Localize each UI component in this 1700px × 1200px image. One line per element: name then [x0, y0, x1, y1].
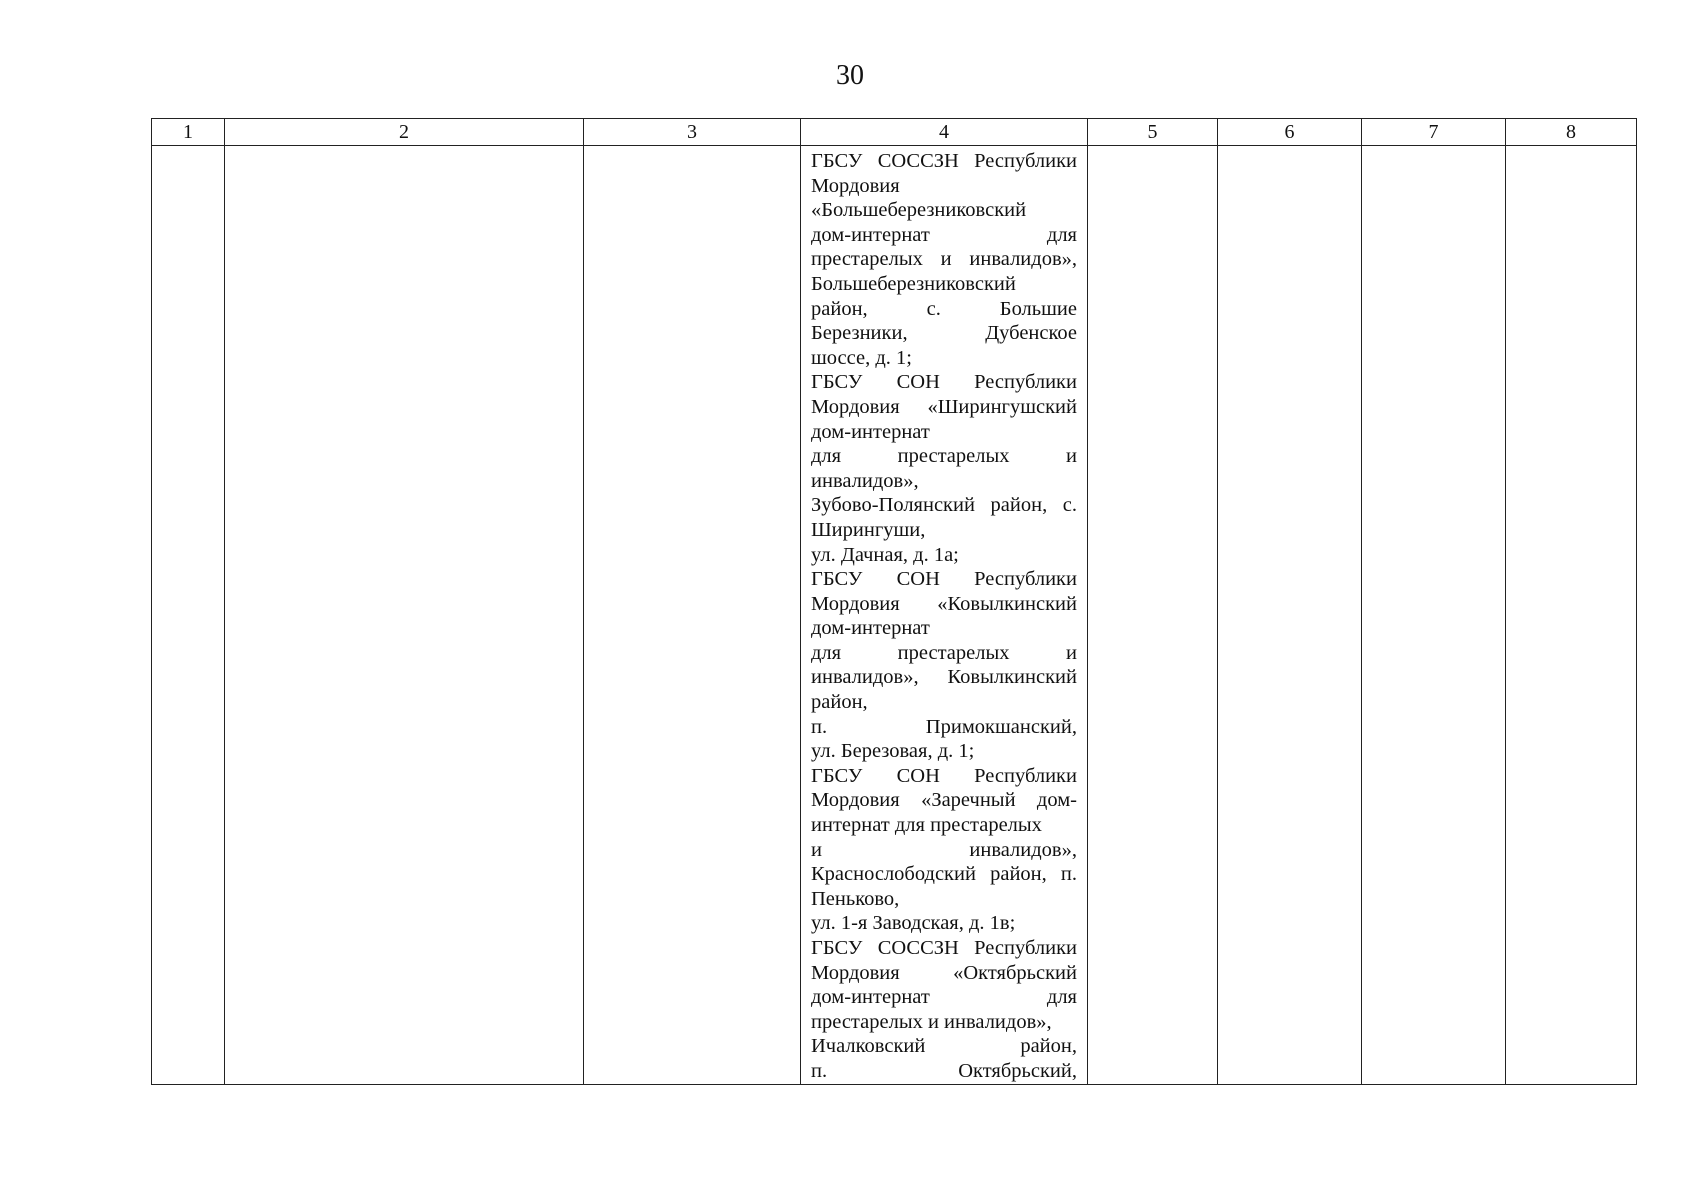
text-line: ГБСУ СОН Республики [811, 568, 1077, 591]
text-line: дом-интернат [811, 420, 930, 443]
text-line: ул. Дачная, д. 1а; [811, 543, 959, 566]
text-line: Ичалковский район, [811, 1035, 1077, 1058]
text-line: Ширингуши, [811, 518, 926, 541]
text-line: п. Октябрьский, [811, 1059, 1077, 1082]
text-line: ул. Березовая, д. 1; [811, 740, 975, 763]
page-number: 30 [836, 60, 864, 91]
text-line: инвалидов», Ковылкинский [811, 666, 1077, 689]
column-header-3: 3 [584, 119, 801, 146]
text-line: ГБСУ СОН Республики [811, 764, 1077, 787]
column-header-7: 7 [1362, 119, 1506, 146]
text-line: район, с. Большие [811, 297, 1077, 320]
cell-col-7 [1362, 146, 1506, 1085]
text-line: ГБСУ СОН Республики [811, 371, 1077, 394]
text-line: Большеберезниковский [811, 272, 1016, 295]
text-line: престарелых и инвалидов», [811, 1010, 1052, 1033]
cell-col-5 [1088, 146, 1218, 1085]
text-line: инвалидов», [811, 469, 919, 492]
text-line: престарелых и инвалидов», [811, 248, 1077, 271]
text-line: ГБСУ СОССЗН Республики [811, 937, 1077, 959]
text-line: дом-интернат [811, 617, 930, 640]
text-line: Краснослободский район, п. [811, 863, 1077, 886]
institutions-text [801, 146, 1087, 1084]
text-line: Зубово-Полянский район, с. [811, 494, 1077, 517]
text-line: для престарелых и [811, 641, 1077, 664]
text-line: п. Примокшанский, [811, 715, 1077, 738]
text-line: Мордовия «Заречный дом- [811, 789, 1077, 812]
cell-col-2 [225, 146, 584, 1085]
column-header-1: 1 [152, 119, 225, 146]
text-line: ул. 1-я Заводская, д. 1в; [811, 912, 1016, 935]
column-header-6: 6 [1218, 119, 1362, 146]
text-line: дом-интернат для [811, 986, 1077, 1009]
document-table [151, 118, 1637, 1085]
text-line: ГБСУ СОССЗН Республики [811, 150, 1077, 172]
text-line: район, [811, 691, 868, 714]
text-line: дом-интернат для [811, 223, 1077, 246]
cell-col-3 [584, 146, 801, 1085]
column-header-5: 5 [1088, 119, 1218, 146]
text-line: «Большеберезниковский [811, 199, 1027, 222]
cell-col-1 [152, 146, 225, 1085]
text-line: шоссе, д. 1; [811, 346, 912, 369]
text-line: Березники, Дубенское [811, 322, 1077, 345]
cell-col-4 [801, 146, 1088, 1085]
text-line: Мордовия [811, 174, 900, 197]
text-line: Пеньково, [811, 887, 900, 910]
table-row [152, 146, 1637, 1085]
text-line: Мордовия «Ковылкинский [811, 592, 1077, 615]
text-line: интернат для престарелых [811, 814, 1042, 837]
text-line: для престарелых и [811, 445, 1077, 468]
column-header-8: 8 [1506, 119, 1637, 146]
text-line: Мордовия «Ширингушский [811, 395, 1077, 418]
text-line: Мордовия «Октябрьский [811, 961, 1077, 984]
column-header-2: 2 [225, 119, 584, 146]
text-line: и инвалидов», [811, 838, 1077, 861]
cell-col-6 [1218, 146, 1362, 1085]
column-header-4: 4 [801, 119, 1088, 146]
cell-col-8 [1506, 146, 1637, 1085]
table-header-row [152, 119, 1637, 146]
